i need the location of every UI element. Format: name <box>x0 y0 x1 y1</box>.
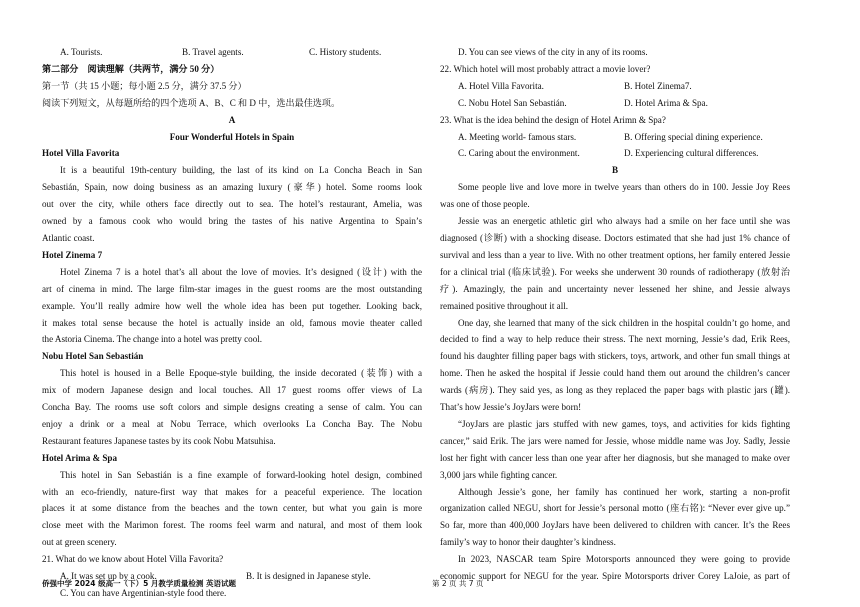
text-line: home. Then he asked the hospital if Jessie could hand them out around the children’s cancer <box>440 368 790 379</box>
hotel-name: Nobu Hotel San Sebastián <box>42 351 144 362</box>
hotel-villa-favorita <box>42 145 422 246</box>
text-line: family’s way to honor their daughter’s kindness. <box>440 537 616 548</box>
text-line: out at green scenery. <box>42 537 117 548</box>
hotel-name: Hotel Villa Favorita <box>42 148 120 159</box>
question-stem: 21. What do we know about Hotel Villa Favorita? <box>42 554 224 565</box>
text-line: wards (病房). They said yes, as long as they replaced the paper bags with plastic jars (罐). <box>440 385 790 396</box>
text-line: diagnosed (诊断) with a shocking disease. Doctors estimated that she had just 1% chance of <box>440 232 790 243</box>
text-line: It is a beautiful 19th-century building, the last of its kind on La Concha Beach in San <box>60 165 422 176</box>
text-line: survival and less than a year to live. With no other treatment options, her family entered Jessie <box>440 249 790 260</box>
q23-option-b: B. Offering special dining experience. <box>624 131 763 142</box>
text-line: mix of modern Japanese design and local touches. All 17 guest rooms offer views of La <box>42 385 422 396</box>
text-line: Sebastián, Spain, now doing business as an amazing luxury (豪华) hotel. Some rooms look <box>42 182 422 193</box>
q20-option-b: B. Travel agents. <box>182 47 244 57</box>
text-line: Jessie was an energetic athletic girl who always had a smile on her face until she was <box>458 216 790 227</box>
footer-page-number: 第 2 页 共 7 页 <box>432 579 484 588</box>
text-line: was one of those people. <box>440 199 530 210</box>
text-line: art of cinema in mind. The large film-star images in the guest rooms are the most outstanding <box>42 283 422 294</box>
passage-b-label: B <box>611 165 619 176</box>
text-line: organization called NEGU, short for Jessie’s personal motto (座右铭): “Never ever give up.” <box>440 503 790 514</box>
paragraph <box>440 213 790 314</box>
part2-heading: 第二部分 阅读理解（共两节，满分 50 分） <box>42 63 220 74</box>
q22-option-d: D. Hotel Arima & Spa. <box>624 97 708 108</box>
hotel-arima-spa <box>42 450 422 551</box>
text-line: with an eco-friendly, nature-first way that makes for a peaceful experience. The location <box>42 486 422 497</box>
text-line: decided to find a way to help reduce their stress. The next morning, Jessie’s dad, Erik Rees, <box>440 334 790 345</box>
text-line: So far, more than 400,000 JoyJars have been delivered to children with cancer. It’s the Rees <box>440 520 790 531</box>
q20-option-c: C. History students. <box>309 47 382 57</box>
text-line: cancer,” said Erik. The jars were named for Jessie, whose middle name was Joy. Sadly, Jessie <box>440 435 790 446</box>
text-line: 3,000 jars while fighting cancer. <box>440 469 558 480</box>
text-line: found his daughter filling paper bags with stickers, toys, artwork, and other fun small things at <box>440 351 790 362</box>
hotel-zinema-7 <box>42 247 422 348</box>
question-22 <box>440 61 790 112</box>
q20-option-a: A. Tourists. <box>60 47 103 57</box>
q21-option-a: A. It was set up by a cook. <box>60 571 157 582</box>
hotel-nobu <box>42 348 422 449</box>
right-column <box>440 44 790 585</box>
question-23 <box>440 112 790 163</box>
section1-heading: 第一节（共 15 小题；每小题 2.5 分，满分 37.5 分） <box>42 80 247 91</box>
q23-option-c: C. Caring about the environment. <box>458 148 580 159</box>
q23-option-d: D. Experiencing cultural differences. <box>624 148 759 159</box>
question-stem: 23. What is the idea behind the design of Hotel Arimn & Spa? <box>440 114 666 125</box>
text-line: 疗). Amazingly, the pain and uncertainty never lessened her shine, and Jessie always <box>440 283 790 294</box>
text-line: close meet with the Marimon forest. The rooms feel warm and natural, and most of them look <box>42 520 422 531</box>
question-21 <box>42 551 422 602</box>
passage-a-label: A <box>228 114 236 125</box>
q22-option-c: C. Nobu Hotel San Sebastián. <box>458 97 567 108</box>
q21-option-b: B. It is designed in Japanese style. <box>246 571 371 582</box>
text-line: That’s how Jessie’s JoyJars were born! <box>440 402 582 413</box>
text-line: out over the city, while others face directly out to sea. The hotel’s restaurant, Amelia, was <box>42 199 422 210</box>
text-line: places it at some distance from the beaches and the town center, but what you gain is more <box>42 503 422 514</box>
text-line: “JoyJars are plastic jars stuffed with new games, toys, and activities for kids fighting <box>458 418 790 429</box>
q21-option-d: D. You can see views of the city in any of its rooms. <box>458 47 648 57</box>
text-line: economic support for NEGU for the year. Spire Motorsports driver Corey LaJoie, as part of <box>440 571 790 582</box>
text-line: owned by a famous cook who would bring the tastes of his native Argentina to Spain’s <box>42 216 422 227</box>
text-line: Hotel Zinema 7 is a hotel that’s all about the love of movies. It’s designed (设计) with the <box>60 266 422 277</box>
paragraph <box>440 416 790 484</box>
text-line: In 2023, NASCAR team Spire Motorsports announced they were going to provide <box>458 554 790 565</box>
text-line: example. You’ll really admire how well the whole idea has been put together. Looking back, <box>42 300 422 311</box>
text-line: Atlantic coast. <box>42 232 95 243</box>
q21-option-c: C. You can have Argentinian-style food there. <box>60 588 227 598</box>
text-line: This hotel is housed in a Belle Epoque-style building, the inside decorated (装饰) with a <box>60 368 422 379</box>
text-line: Some people live and love more in twelve years than others do in 100. Jessie Joy Rees <box>458 182 790 193</box>
q20-options <box>42 44 422 61</box>
text-line: remained positive throughout it all. <box>440 300 569 311</box>
left-column <box>42 44 422 602</box>
text-line: enjoy a drink or a meal at Nobu Terrace, which overlooks La Concha Bay. The Nobu <box>42 418 422 429</box>
text-line: the Astoria Cinema. The change into a hotel was pretty cool. <box>42 334 263 345</box>
instructions: 阅读下列短文，从每题所给的四个选项 A、B、C 和 D 中，选出最佳选项。 <box>42 97 341 108</box>
hotel-name: Hotel Arima & Spa <box>42 452 118 463</box>
hotel-name: Hotel Zinema 7 <box>42 249 103 260</box>
paragraph <box>440 484 790 552</box>
text-line: Although Jessie’s gone, her family has continued her work, starting a non-profit <box>458 486 790 497</box>
page-footer <box>42 578 790 589</box>
text-line: lost her fight with cancer less than one year after her diagnosis, but she managed to make over <box>440 452 790 463</box>
text-line: One day, she learned that many of the sick children in the hospital couldn’t go home, and <box>458 317 790 328</box>
paragraph <box>440 315 790 416</box>
text-line: Concha Bay. The rooms use soft colors and simple designs creating a sense of calm. You can <box>42 402 422 413</box>
text-line: for a clinical trial (临床试验). For weeks she underwent 30 rounds of radiotherapy (放射治 <box>440 266 790 277</box>
text-line: This hotel in San Sebastián is a fine example of forward-looking hotel design, combined <box>60 469 422 480</box>
paragraph <box>440 179 790 213</box>
text-line: Restaurant features Japanese tastes by its cook Nobu Matsuhisa. <box>42 435 276 446</box>
passage-a-title: Four Wonderful Hotels in Spain <box>169 131 295 142</box>
footer-exam-title: 侨强中学 2024 级高一（下）5 月教学质量检测 英语试题 <box>42 579 237 588</box>
text-line: it makes total sense because the hotel is actually inside an old, famous movie theater called <box>42 317 422 328</box>
q23-option-a: A. Meeting world- famous stars. <box>458 131 577 142</box>
q22-option-b: B. Hotel Zinema7. <box>624 80 692 91</box>
question-stem: 22. Which hotel will most probably attract a movie lover? <box>440 63 651 74</box>
q22-option-a: A. Hotel Villa Favorita. <box>458 80 544 91</box>
